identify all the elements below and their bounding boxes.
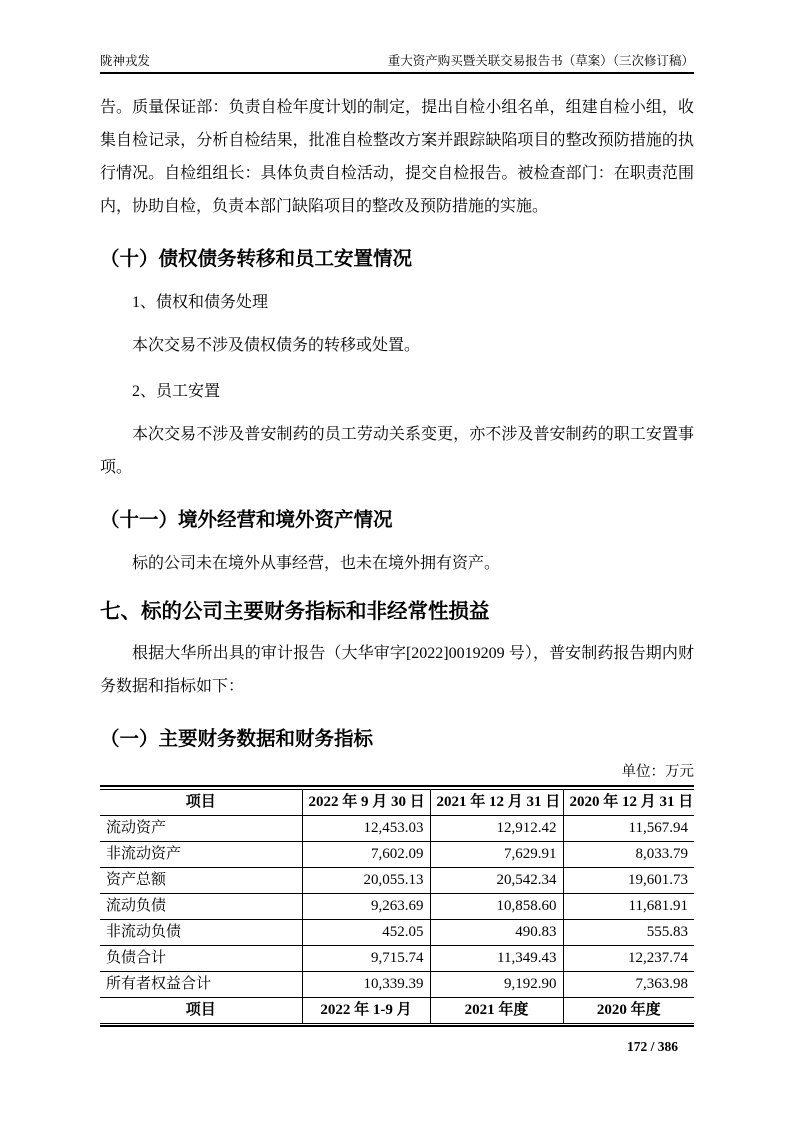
cell-value: 20,542.34 — [430, 867, 563, 893]
column-header: 2021 年 12 月 31 日 — [430, 789, 563, 815]
paragraph-audit-report: 根据大华所出具的审计报告（大华审字[2022]0019209 号），普安制药报告期内财务数据和指标如下： — [100, 645, 694, 695]
unit-label: 单位：万元 — [621, 764, 694, 780]
section-heading-7-1: （一）主要财务数据和财务指标 — [100, 728, 374, 750]
cell-value: 11,349.43 — [430, 945, 563, 971]
section-heading-10: （十）债权债务转移和员工安置情况 — [100, 248, 413, 270]
cell-value: 452.05 — [302, 919, 430, 945]
row-label: 流动资产 — [100, 815, 302, 841]
cell-value: 12,453.03 — [302, 815, 430, 841]
row-label: 资产总额 — [100, 867, 302, 893]
column-header: 项目 — [100, 997, 302, 1023]
paragraph-overseas: 标的公司未在境外从事经营，也未在境外拥有资产。 — [132, 555, 501, 572]
row-label: 所有者权益合计 — [100, 971, 302, 997]
cell-value: 7,363.98 — [563, 971, 694, 997]
column-header: 2020 年度 — [563, 997, 694, 1023]
table-footer-header-row — [100, 997, 694, 1023]
list-item-debt-handling: 1、债权和债务处理 — [132, 294, 269, 311]
running-header — [100, 0, 694, 74]
cell-value: 12,912.42 — [430, 815, 563, 841]
list-item-employee-placement: 2、员工安置 — [132, 383, 221, 400]
cell-value: 11,567.94 — [563, 815, 694, 841]
paragraph-debt: 本次交易不涉及债权债务的转移或处置。 — [132, 337, 421, 354]
paragraph-self-inspection: 告。质量保证部：负责自检年度计划的制定，提出自检小组名单，组建自检小组，收集自检记录，分析自检结果，批准自检整改方案并跟踪缺陷项目的整改预防措施的执行情况。自检组组长：具体负责自检活动，提交自检报告。被检查部门：在职责范围内，协助自检，负责本部门缺陷项目的整改及预防措施的实施。 — [100, 99, 694, 215]
table-row — [100, 893, 694, 919]
page-number: 172 / 386 — [626, 1039, 678, 1054]
cell-value: 8,033.79 — [563, 841, 694, 867]
cell-value: 11,681.91 — [563, 893, 694, 919]
row-label: 负债合计 — [100, 945, 302, 971]
table-header-row — [100, 789, 694, 815]
cell-value: 490.83 — [430, 919, 563, 945]
cell-value: 9,715.74 — [302, 945, 430, 971]
cell-value: 7,629.91 — [430, 841, 563, 867]
column-header: 项目 — [100, 789, 302, 815]
cell-value: 555.83 — [563, 919, 694, 945]
cell-value: 7,602.09 — [302, 841, 430, 867]
cell-value: 10,339.39 — [302, 971, 430, 997]
row-label: 非流动负债 — [100, 919, 302, 945]
header-report-title: 重大资产购买暨关联交易报告书（草案）（三次修订稿） — [387, 54, 694, 68]
paragraph-employee: 本次交易不涉及普安制药的员工劳动关系变更，亦不涉及普安制药的职工安置事项。 — [100, 426, 694, 476]
financial-table-wrapper — [100, 785, 694, 1027]
cell-value: 9,192.90 — [430, 971, 563, 997]
chapter-heading-7: 七、标的公司主要财务指标和非经常性损益 — [100, 600, 490, 623]
cell-value: 10,858.60 — [430, 893, 563, 919]
cell-value: 20,055.13 — [302, 867, 430, 893]
column-header: 2020 年 12 月 31 日 — [563, 789, 694, 815]
table-row — [100, 919, 694, 945]
column-header: 2022 年 1-9 月 — [302, 997, 430, 1023]
header-company-name: 陇神戎发 — [100, 54, 151, 68]
row-label: 非流动资产 — [100, 841, 302, 867]
financial-table — [100, 789, 694, 1024]
table-row — [100, 841, 694, 867]
column-header: 2021 年度 — [430, 997, 563, 1023]
section-heading-11: （十一）境外经营和境外资产情况 — [100, 509, 393, 531]
row-label: 流动负债 — [100, 893, 302, 919]
column-header: 2022 年 9 月 30 日 — [302, 789, 430, 815]
cell-value: 12,237.74 — [563, 945, 694, 971]
table-row — [100, 815, 694, 841]
table-row — [100, 867, 694, 893]
cell-value: 9,263.69 — [302, 893, 430, 919]
table-row — [100, 971, 694, 997]
table-row — [100, 945, 694, 971]
cell-value: 19,601.73 — [563, 867, 694, 893]
